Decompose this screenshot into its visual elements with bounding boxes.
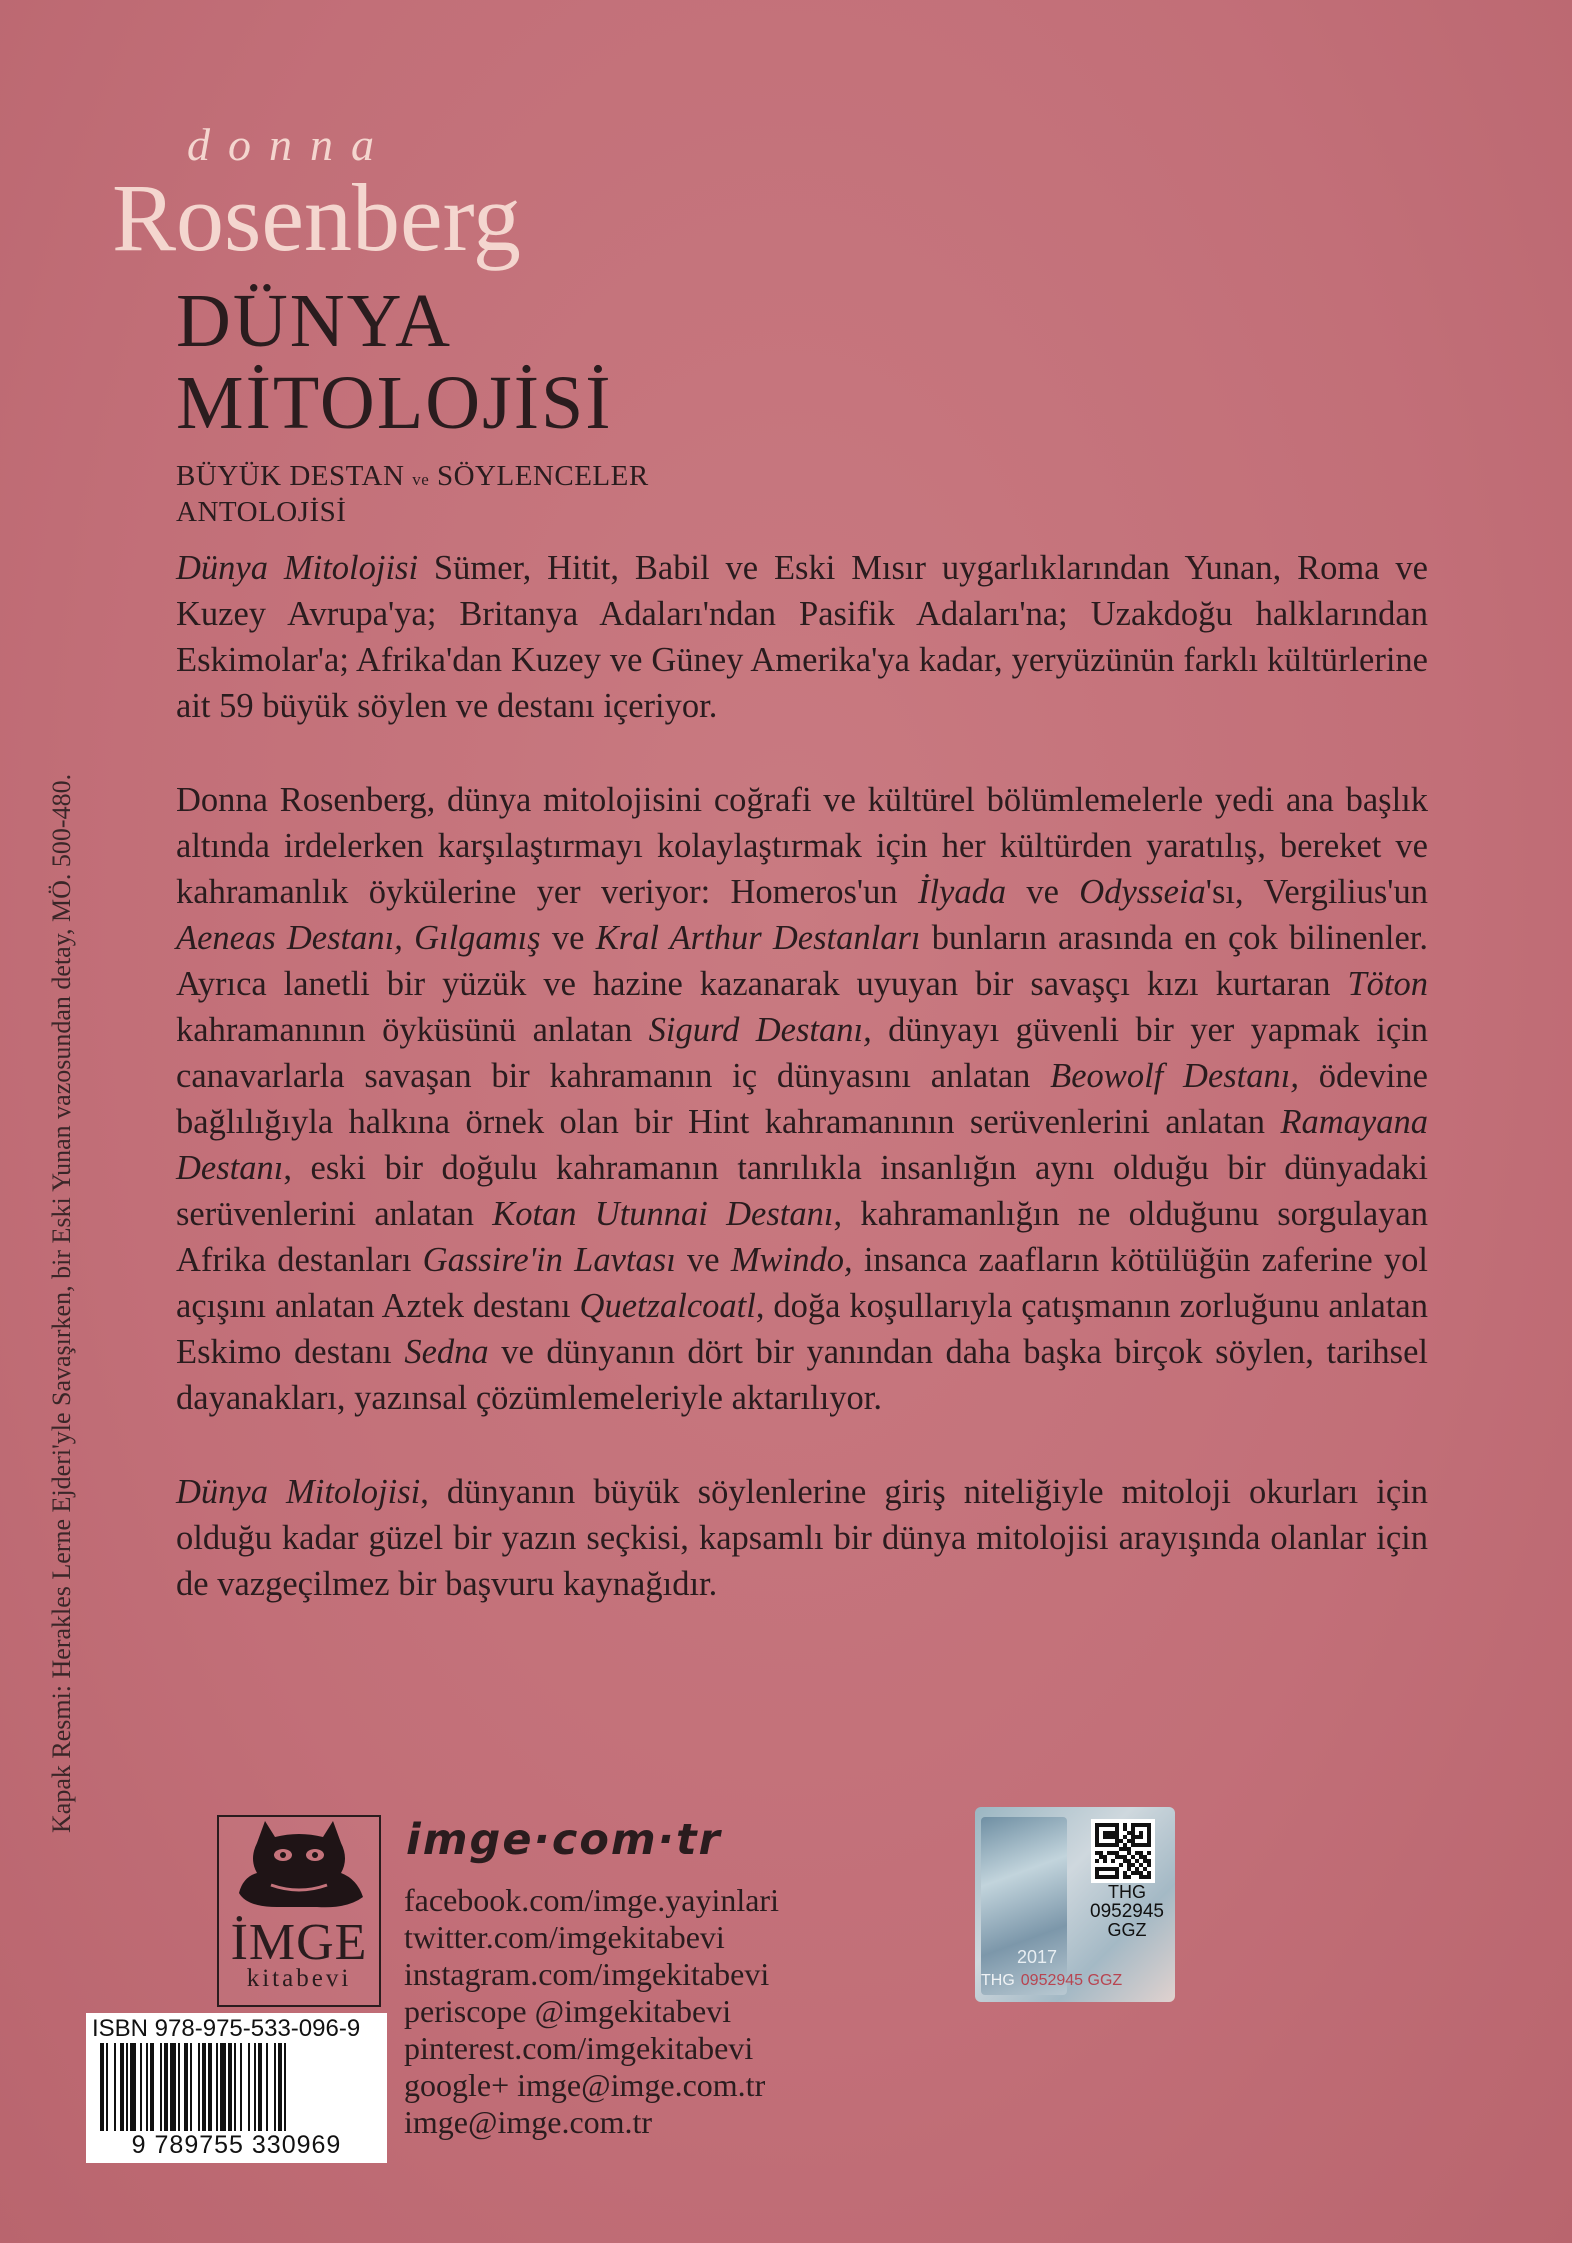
qr-module (1103, 1859, 1107, 1863)
italic-title-run: Beowolf Destanı, (1050, 1057, 1299, 1095)
qr-module (1115, 1871, 1119, 1875)
italic-title-run: Töton (1347, 965, 1428, 1003)
qr-module (1115, 1851, 1119, 1855)
italic-title-run: Dünya Mitolojisi (176, 549, 419, 587)
barcode-digits: 9 789755 330969 (131, 2131, 342, 2159)
link-email[interactable]: imge@imge.com.tr (404, 2104, 653, 2140)
qr-module (1099, 1851, 1103, 1855)
link-pinterest[interactable]: pinterest.com/imgekitabevi (404, 2030, 754, 2066)
qr-module (1123, 1859, 1127, 1863)
qr-module (1143, 1855, 1147, 1859)
qr-module (1135, 1843, 1139, 1847)
qr-module (1107, 1835, 1111, 1839)
italic-title-run: Kotan Utunnai Destanı (492, 1195, 834, 1233)
sticker-code-bottom: GGZ (1107, 1920, 1147, 1940)
barcode-bar (100, 2043, 104, 2131)
qr-module (1139, 1823, 1143, 1827)
qr-module (1103, 1835, 1107, 1839)
barcode-bar (274, 2043, 276, 2131)
barcode-bar (178, 2043, 180, 2131)
qr-module (1127, 1831, 1131, 1835)
cover-image-credit: Kapak Resmi: Herakles Lerne Ejderi'yle Savaşırken, bir Eski Yunan vazosundan detay, MÖ. 500-480. (47, 773, 76, 1833)
qr-module (1139, 1851, 1143, 1855)
barcode-bar (170, 2043, 176, 2131)
text-run: kahramanının öyküsünü anlatan (176, 1011, 649, 1049)
qr-module (1103, 1831, 1107, 1835)
logo-name: İMGE (230, 1914, 368, 1971)
text-run: dünyayı güvenli bir yer yapmak için canavarlarla savaşan bir kahramanın iç dünyasını anlatan (176, 1011, 1429, 1095)
qr-module (1131, 1863, 1135, 1867)
qr-module (1147, 1827, 1151, 1831)
text-run: 'sı, Vergilius'un (1205, 873, 1428, 911)
qr-module (1099, 1855, 1103, 1859)
qr-module (1115, 1843, 1119, 1847)
qr-module (1095, 1851, 1099, 1855)
italic-title-run: Ramayana Destanı (176, 1103, 1428, 1187)
qr-module (1095, 1843, 1099, 1847)
qr-module (1135, 1851, 1139, 1855)
qr-module (1127, 1875, 1131, 1879)
text-run: Sümer, Hitit, Babil ve Eski Mısır uygarlıklarından Yunan, Roma ve Kuzey Avrupa'ya; Britanya Adaları'ndan Pasifik Adaları'na; Uzakdoğu halklarından Eskimolar'a; Afrika'dan Kuzey ve Güney Amerika'ya kadar, yeryüzünün farklı kültürlerine ait 59 büyük söylen ve destanı içeriyor. (176, 549, 1428, 725)
qr-module (1107, 1831, 1111, 1835)
sticker-footer-number: 0952945 GGZ (1020, 1972, 1123, 1989)
qr-module (1123, 1827, 1127, 1831)
qr-module (1147, 1863, 1151, 1867)
sticker-code-top: THG (1108, 1882, 1146, 1902)
blurb-paragraph-1 (176, 545, 1428, 729)
qr-module (1127, 1859, 1131, 1863)
barcode-bars (100, 2043, 373, 2131)
text-run: bunların arasında en çok bilinenler. Ayrıca lanetli bir yüzük ve hazine kazanarak uyuyan bir savaşçı kızı kurtaran (176, 919, 1428, 1003)
qr-module (1111, 1859, 1115, 1863)
qr-module (1147, 1823, 1151, 1827)
cat-icon (217, 1815, 381, 1915)
qr-module (1143, 1843, 1147, 1847)
qr-module (1107, 1851, 1111, 1855)
qr-module (1111, 1835, 1115, 1839)
barcode-bar (160, 2043, 162, 2131)
qr-module (1127, 1863, 1131, 1867)
qr-module (1103, 1843, 1107, 1847)
qr-module (1099, 1867, 1103, 1871)
qr-module (1115, 1823, 1119, 1827)
qr-module (1147, 1839, 1151, 1843)
barcode-bar (120, 2043, 124, 2131)
sticker-code-mid: 0952945 (1090, 1901, 1164, 1922)
qr-module (1147, 1859, 1151, 1863)
logo-subtitle: kitabevi (246, 1965, 352, 1992)
qr-module (1135, 1823, 1139, 1827)
qr-module (1115, 1867, 1119, 1871)
barcode-bar (220, 2043, 226, 2131)
link-facebook[interactable]: facebook.com/imge.yayinlari (404, 1882, 779, 1918)
qr-module (1143, 1875, 1147, 1879)
italic-title-run: Mwindo, (730, 1241, 853, 1279)
qr-module (1095, 1839, 1099, 1843)
barcode-bar (202, 2043, 206, 2131)
qr-module (1095, 1835, 1099, 1839)
book-title-line1: DÜNYA (176, 279, 452, 363)
barcode-bar (266, 2043, 268, 2131)
link-googleplus[interactable]: google+ imge@imge.com.tr (404, 2067, 766, 2103)
qr-module (1095, 1831, 1099, 1835)
qr-module (1131, 1871, 1135, 1875)
subtitle-part2: SÖYLENCELER (436, 460, 649, 492)
qr-module (1143, 1859, 1147, 1863)
qr-module (1139, 1843, 1143, 1847)
qr-module (1123, 1871, 1127, 1875)
text-run: , eski bir doğulu kahramanın tanrılıkla insanlığın aynı olduğu bir dünyadaki serüvenlerini anlatan (176, 1149, 1428, 1233)
barcode-bar (190, 2043, 192, 2131)
qr-module (1127, 1867, 1131, 1871)
qr-module (1103, 1823, 1107, 1827)
blurb-text (176, 545, 1428, 1655)
qr-module (1103, 1875, 1107, 1879)
italic-title-run: Sedna (404, 1333, 489, 1371)
qr-module (1115, 1855, 1119, 1859)
author-last-name: Rosenberg (112, 164, 521, 271)
italic-title-run: Aeneas Destanı, Gılgamış (176, 919, 541, 957)
qr-module (1131, 1823, 1135, 1827)
qr-module (1123, 1835, 1127, 1839)
qr-module (1099, 1875, 1103, 1879)
qr-module (1095, 1827, 1099, 1831)
qr-module (1095, 1859, 1099, 1863)
link-twitter[interactable]: twitter.com/imgekitabevi (404, 1919, 725, 1955)
italic-title-run: Kral Arthur Destanları (595, 919, 921, 957)
qr-module (1131, 1835, 1135, 1839)
qr-module (1131, 1827, 1135, 1831)
text-run: Donna Rosenberg, dünya mitolojisini coğrafi ve kültürel bölümlemelerle yedi ana başlık altında irdelerken karşılaştırmayı kolaylaştırmak için her kültürden yaratılış, bereket ve kahramanlık öykülerine yer veriyor: Homeros'un (176, 781, 1428, 911)
hologram (981, 1817, 1067, 1995)
publisher-links (404, 1882, 779, 2141)
qr-module (1147, 1831, 1151, 1835)
barcode-bar (254, 2043, 256, 2131)
qr-module (1143, 1823, 1147, 1827)
barcode-bar (146, 2043, 148, 2131)
qr-module (1131, 1839, 1135, 1843)
qr-module (1115, 1875, 1119, 1879)
italic-title-run: Dünya Mitolojisi (176, 1473, 421, 1511)
qr-module (1135, 1867, 1139, 1871)
qr-module (1147, 1871, 1151, 1875)
qr-module (1115, 1831, 1119, 1835)
isbn-label: ISBN 978-975-533-096-9 (92, 2015, 361, 2042)
qr-module (1111, 1831, 1115, 1835)
subtitle-part1: BÜYÜK DESTAN (176, 460, 405, 492)
barcode-bar (198, 2043, 200, 2131)
qr-module (1127, 1847, 1131, 1851)
barcode-bar (130, 2043, 136, 2131)
italic-title-run: Quetzalcoatl (579, 1287, 756, 1325)
text-run: , kahramanlığın ne olduğunu sorgulayan Afrika destanları (176, 1195, 1428, 1279)
qr-module (1123, 1855, 1127, 1859)
qr-module (1139, 1831, 1143, 1835)
sticker-code (1085, 1883, 1169, 1940)
barcode-bar (140, 2043, 142, 2131)
qr-module (1139, 1871, 1143, 1875)
qr-module (1111, 1875, 1115, 1879)
barcode-bar (126, 2043, 128, 2131)
publisher-website[interactable]: imge·com·tr (406, 1815, 722, 1865)
qr-module (1131, 1843, 1135, 1847)
qr-module (1111, 1867, 1115, 1871)
sticker-footer-prefix: THG (981, 1972, 1015, 1989)
qr-module (1143, 1867, 1147, 1871)
qr-module (1147, 1875, 1151, 1879)
qr-module (1123, 1875, 1127, 1879)
qr-module (1135, 1835, 1139, 1839)
qr-module (1107, 1823, 1111, 1827)
publisher-logo (217, 1815, 381, 2007)
qr-module (1123, 1823, 1127, 1827)
qr-module (1107, 1867, 1111, 1871)
subtitle-line2: ANTOLOJİSİ (176, 496, 347, 528)
qr-module (1131, 1855, 1135, 1859)
qr-module (1139, 1863, 1143, 1867)
qr-module (1131, 1831, 1135, 1835)
text-run: , doğa koşullarıyla çatışmanın zorluğunu anlatan Eskimo destanı (176, 1287, 1428, 1371)
qr-module (1147, 1835, 1151, 1839)
qr-module (1103, 1855, 1107, 1859)
qr-module (1103, 1867, 1107, 1871)
text-run: ve (675, 1241, 731, 1279)
link-instagram[interactable]: instagram.com/imgekitabevi (404, 1956, 770, 1992)
barcode-bar (106, 2043, 108, 2131)
italic-title-run: Odysseia (1079, 873, 1206, 911)
qr-module (1111, 1843, 1115, 1847)
book-title-line2: MİTOLOJİSİ (176, 361, 613, 445)
qr-module (1095, 1867, 1099, 1871)
qr-module (1139, 1855, 1143, 1859)
qr-module (1127, 1851, 1131, 1855)
qr-module (1111, 1823, 1115, 1827)
isbn-barcode (86, 2013, 387, 2163)
qr-module (1099, 1823, 1103, 1827)
qr-module (1119, 1847, 1123, 1851)
hologram-year: 2017 (1017, 1947, 1058, 1967)
text-run: ve dünyanın dört bir yanından daha başka birçok söylen, tarihsel dayanakları, yazınsal çözümlemeleriyle aktarılıyor. (176, 1333, 1428, 1417)
barcode-bar (216, 2043, 218, 2131)
qr-module (1123, 1843, 1127, 1847)
barcode-bar (278, 2043, 282, 2131)
qr-module (1127, 1839, 1131, 1843)
qr-module (1115, 1827, 1119, 1831)
barcode-bar (164, 2043, 168, 2131)
qr-code-icon (1091, 1819, 1155, 1883)
subtitle-ve: ve (412, 470, 430, 489)
italic-title-run: Gassire'in Lavtası (422, 1241, 676, 1279)
barcode-bar (114, 2043, 116, 2131)
barcode-bar (248, 2043, 250, 2131)
qr-module (1135, 1871, 1139, 1875)
qr-module (1111, 1851, 1115, 1855)
text-run: , dünyanın büyük söylenlerine giriş niteliğiyle mitoloji okurları için olduğu kadar güzel bir yazın seçkisi, kapsamlı bir dünya mitolojisi arayışında olanlar için de vazgeçilmez bir başvuru kaynağıdır. (176, 1473, 1428, 1603)
banderol-sticker (975, 1807, 1175, 2002)
qr-module (1095, 1823, 1099, 1827)
text-run: ve (540, 919, 596, 957)
italic-title-run: Sigurd Destanı, (648, 1011, 872, 1049)
qr-module (1135, 1859, 1139, 1863)
barcode-bar (184, 2043, 188, 2131)
barcode-bar (228, 2043, 232, 2131)
italic-title-run: İlyada (917, 873, 1007, 911)
qr-module (1119, 1863, 1123, 1867)
barcode-bar (240, 2043, 242, 2131)
text-run: ödevine bağlılığıyla halkına örnek olan bir Hint kahramanının serüvenlerini anlatan (176, 1057, 1428, 1141)
qr-module (1115, 1835, 1119, 1839)
qr-module (1095, 1871, 1099, 1875)
text-run: ve (1006, 873, 1080, 911)
barcode-bar (234, 2043, 236, 2131)
barcode-bar (284, 2043, 286, 2131)
barcode-bar (208, 2043, 212, 2131)
barcode-bar (150, 2043, 154, 2131)
qr-module (1107, 1875, 1111, 1879)
blurb-paragraph-3 (176, 1469, 1428, 1607)
qr-module (1099, 1843, 1103, 1847)
qr-module (1115, 1839, 1119, 1843)
barcode-bar (258, 2043, 262, 2131)
qr-module (1119, 1839, 1123, 1843)
qr-module (1147, 1851, 1151, 1855)
qr-module (1139, 1875, 1143, 1879)
book-subtitle (176, 460, 649, 528)
qr-module (1139, 1835, 1143, 1839)
qr-module (1147, 1843, 1151, 1847)
text-run: insanca zaafların kötülüğün zaferine yol açışını anlatan Aztek destanı (176, 1241, 1428, 1325)
author-first-name: donna (187, 119, 392, 170)
sticker-footer (981, 1972, 1169, 1990)
qr-module (1119, 1855, 1123, 1859)
qr-module (1095, 1875, 1099, 1879)
qr-module (1123, 1847, 1127, 1851)
qr-module (1107, 1843, 1111, 1847)
link-periscope[interactable]: periscope @imgekitabevi (404, 1993, 732, 2029)
blurb-paragraph-2 (176, 777, 1428, 1421)
